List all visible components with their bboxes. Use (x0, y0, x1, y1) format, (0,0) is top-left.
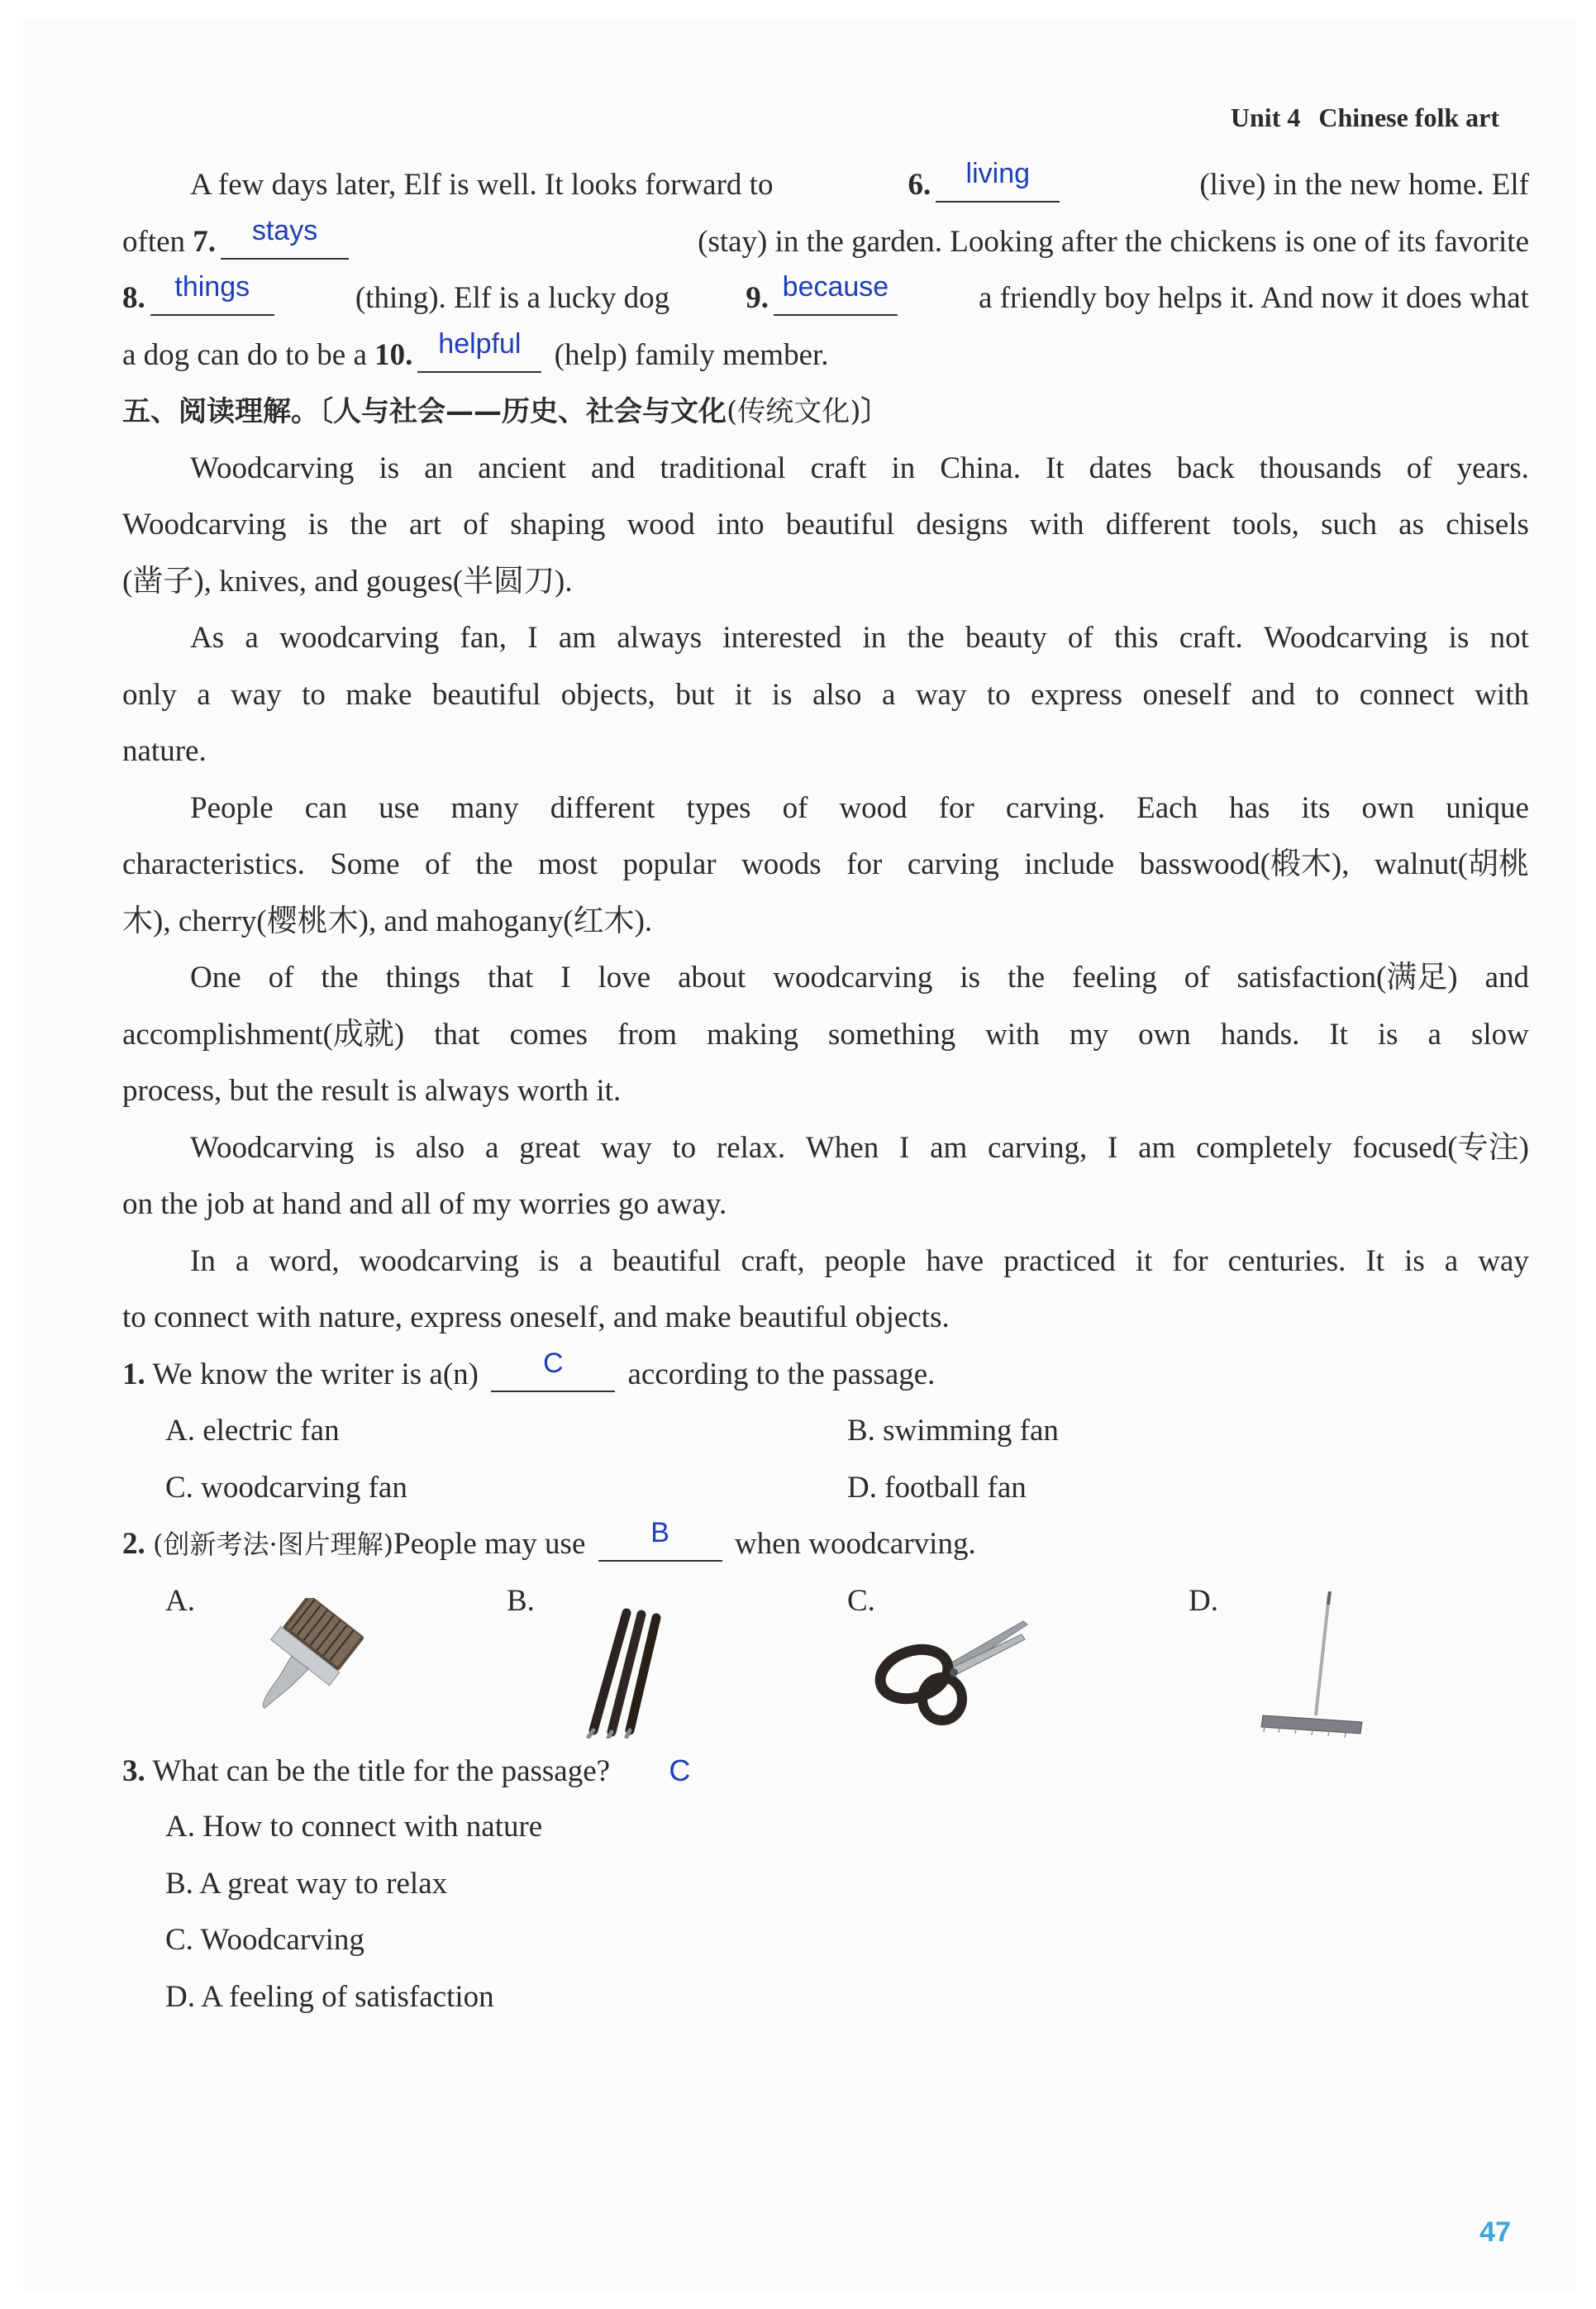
word: carving, (988, 1130, 1088, 1165)
word: back (1176, 451, 1235, 485)
question-3: 3. What can be the title for the passage? C (122, 1753, 691, 1788)
word: people (824, 1243, 907, 1278)
option-a[interactable]: A. electric fan (165, 1414, 340, 1448)
word: for (938, 790, 974, 825)
question-1-options-row1 (122, 1403, 1529, 1460)
word: Woodcarving (122, 508, 287, 541)
passage-line (122, 441, 1529, 498)
passage-line: to connect with nature, express oneself, and make beautiful objects. (122, 1300, 950, 1334)
word: many (450, 790, 519, 825)
word: Some (330, 847, 400, 881)
word: that (434, 1017, 480, 1052)
option-a-label[interactable]: A. (165, 1583, 195, 1618)
page-number: 47 (1479, 2216, 1511, 2248)
word: has (1229, 790, 1270, 825)
unit-label: Unit 4 (1230, 103, 1301, 132)
word: unique (1446, 790, 1529, 825)
word: craft, (741, 1243, 805, 1278)
word: is (1448, 621, 1470, 655)
page-header (1231, 103, 1499, 133)
word: shaping (510, 508, 606, 541)
word: make (345, 677, 412, 712)
word: connect (1359, 677, 1455, 712)
word: is (1404, 1243, 1425, 1278)
word: objects, (560, 677, 655, 712)
word: way (1478, 1243, 1529, 1278)
option-c-label[interactable]: C. (847, 1583, 875, 1618)
word: things (385, 961, 460, 995)
answer-blank-q2[interactable]: B (598, 1522, 722, 1562)
word: woodcarving (359, 1243, 519, 1278)
word: my (1069, 1017, 1109, 1052)
word: from (617, 1017, 677, 1052)
word: wood (839, 790, 908, 825)
word: One (190, 961, 241, 995)
word: express (1031, 677, 1123, 712)
word: China. (940, 451, 1021, 485)
word: for (846, 847, 883, 881)
word: of (268, 961, 294, 995)
word: the (475, 847, 513, 881)
word: art (408, 508, 441, 541)
word: and (591, 451, 636, 485)
word: only (122, 677, 177, 712)
answer-blank-6[interactable]: living (936, 163, 1060, 203)
word: and (1251, 677, 1296, 712)
passage-line (122, 497, 1529, 554)
word: is (960, 961, 981, 995)
word: comes (509, 1017, 588, 1052)
word: a (881, 677, 896, 712)
word: most (538, 847, 598, 881)
word: the (907, 621, 945, 655)
word: way (231, 677, 282, 712)
word: and (1484, 961, 1529, 995)
word: a (235, 1243, 250, 1278)
word: way (600, 1130, 652, 1165)
word: accomplishment(成就) (122, 1017, 405, 1052)
word: with (1475, 677, 1529, 712)
word: about (678, 961, 746, 995)
word: a (197, 677, 211, 712)
word: different (1105, 508, 1211, 541)
word: an (424, 451, 454, 485)
word: Woodcarving (1264, 621, 1428, 655)
passage-line (122, 837, 1529, 894)
word: of (1406, 451, 1432, 485)
word: a (485, 1130, 499, 1165)
word: is (538, 1243, 560, 1278)
word: focused(专注) (1352, 1130, 1529, 1165)
cloze-line-1: A few days later, Elf is well. It looks forward to 6. living (live) in the new home. Elf (190, 158, 1529, 202)
word: As (190, 621, 225, 655)
word: relax. (716, 1130, 786, 1165)
word: of (782, 790, 808, 825)
answer-blank-8[interactable]: things (150, 276, 274, 316)
word: to (986, 677, 1011, 712)
word: as (1398, 508, 1424, 541)
word: of (425, 847, 450, 881)
cloze-line-3: 8. things (thing). Elf is a lucky dog 9. because a friendly boy helps it. And now it does what (122, 271, 1529, 315)
word: thousands (1259, 451, 1382, 485)
option-c[interactable]: C. Woodcarving (165, 1923, 364, 1957)
option-d[interactable]: D. A feeling of satisfaction (165, 1979, 494, 2014)
word: to (302, 677, 326, 712)
word: I (560, 961, 571, 995)
word: am (1138, 1130, 1176, 1165)
word: basswood(椴木), (1139, 847, 1350, 881)
word: I (1108, 1130, 1118, 1165)
word: with (985, 1017, 1040, 1052)
word: but (675, 677, 715, 712)
word: making (706, 1017, 798, 1052)
word: into (717, 508, 765, 541)
option-b-label[interactable]: B. (507, 1583, 535, 1618)
word: Each (1136, 790, 1198, 825)
word: carving (907, 847, 999, 881)
question-1-options-row2 (122, 1460, 1529, 1517)
chisels-icon[interactable] (569, 1606, 668, 1739)
word: something (827, 1017, 956, 1052)
answer-blank-10[interactable]: helpful (417, 333, 541, 373)
word: interested (722, 621, 842, 655)
word: its (1301, 790, 1331, 825)
passage-line: 木), cherry(樱桃木), and mahogany(红木). (122, 904, 653, 938)
word: it (734, 677, 752, 712)
word: not (1489, 621, 1529, 655)
word: traditional (660, 451, 786, 485)
word: fan, (460, 621, 507, 655)
word: for (1172, 1243, 1208, 1278)
word: of (1184, 961, 1210, 995)
option-c[interactable]: C. woodcarving fan (165, 1470, 407, 1505)
option-b[interactable]: B. swimming fan (847, 1414, 1059, 1448)
word: own (1138, 1017, 1191, 1052)
word: In (190, 1243, 216, 1278)
word: People (190, 790, 274, 825)
word: own (1361, 790, 1415, 825)
word: different (550, 790, 655, 825)
word: am (930, 1130, 968, 1165)
word: beautiful (785, 508, 895, 541)
word: a (579, 1243, 593, 1278)
word: feeling (1072, 961, 1157, 995)
passage-line (122, 1007, 1529, 1064)
word: woods (741, 847, 822, 881)
word: have (926, 1243, 984, 1278)
answer-q3[interactable]: C (669, 1753, 691, 1787)
word: always (617, 621, 703, 655)
word: satisfaction(满足) (1236, 961, 1458, 995)
word: the (350, 508, 388, 541)
word: to (672, 1130, 697, 1165)
mop-icon[interactable] (1246, 1591, 1379, 1744)
scissors-icon[interactable] (866, 1615, 1031, 1730)
word: am (558, 621, 597, 655)
word: It (1046, 451, 1065, 485)
word: to (1315, 677, 1340, 712)
word: include (1024, 847, 1115, 881)
word: Woodcarving (190, 1130, 355, 1165)
word: is (1377, 1017, 1398, 1052)
word: that (487, 961, 534, 995)
passage-line (122, 667, 1529, 724)
word: a (245, 621, 259, 655)
word: woodcarving (773, 961, 933, 995)
word: practiced (1003, 1243, 1116, 1278)
word: I (527, 621, 538, 655)
passage-line: (凿子), knives, and gouges(半圆刀). (122, 564, 573, 599)
word: chisels (1446, 508, 1529, 541)
word: hands. (1220, 1017, 1300, 1052)
word: craft (810, 451, 867, 485)
word: also (812, 677, 862, 712)
content (122, 157, 1529, 2025)
word: beautiful (612, 1243, 722, 1278)
word: carving. (1005, 790, 1106, 825)
word: with (1029, 508, 1084, 541)
word: is (307, 508, 329, 541)
word: it (1135, 1243, 1153, 1278)
word: beautiful (431, 677, 541, 712)
passage-line (122, 780, 1529, 837)
passage-line (122, 1120, 1529, 1177)
word: is (379, 451, 400, 485)
word: use (379, 790, 420, 825)
answer-blank-7[interactable]: stays (221, 220, 349, 260)
word: a (1444, 1243, 1459, 1278)
word: the (1007, 961, 1046, 995)
passage-line: process, but the result is always worth it. (122, 1074, 622, 1108)
passage-line (122, 610, 1529, 667)
word: is (771, 677, 793, 712)
word: craft. (1179, 621, 1243, 655)
word: Woodcarving (190, 451, 355, 485)
word: the (321, 961, 359, 995)
word: of (463, 508, 489, 541)
word: walnut(胡桃 (1374, 847, 1529, 881)
passage-line: on the job at hand and all of my worries go away. (122, 1187, 727, 1221)
word: woodcarving (279, 621, 440, 655)
answer-blank-9[interactable]: because (774, 276, 898, 316)
word: in (891, 451, 916, 485)
word: years. (1456, 451, 1529, 485)
word: can (304, 790, 348, 825)
word: It (1365, 1243, 1385, 1278)
word: designs (916, 508, 1008, 541)
word: this (1113, 621, 1159, 655)
word: also (415, 1130, 465, 1165)
section-heading: 五、阅读理解。〔人与社会——历史、社会与文化(传统文化)〕 (122, 395, 889, 428)
option-d[interactable]: D. football fan (847, 1470, 1027, 1505)
word: types (686, 790, 751, 825)
option-d-label[interactable]: D. (1189, 1583, 1218, 1618)
word: is (374, 1130, 395, 1165)
answer-blank-q1[interactable]: C (491, 1352, 615, 1392)
word: wood (626, 508, 695, 541)
passage-line (122, 1233, 1529, 1290)
word: slow (1470, 1017, 1529, 1052)
word: popular (622, 847, 717, 881)
question-2-picture-options (122, 1573, 1529, 1743)
word: way (915, 677, 967, 712)
word: such (1321, 508, 1377, 541)
word: tools, (1232, 508, 1299, 541)
word: of (1067, 621, 1093, 655)
word: ancient (478, 451, 566, 485)
cloze-line-2: often 7. stays (stay) in the garden. Looking after the chickens is one of its favorite (122, 214, 1529, 259)
word: completely (1196, 1130, 1332, 1165)
option-b[interactable]: B. A great way to relax (165, 1866, 448, 1901)
passage-line: nature. (122, 734, 207, 768)
word: a (1427, 1017, 1441, 1052)
word: centuries. (1227, 1243, 1346, 1278)
word: I (898, 1130, 910, 1165)
word: word, (269, 1243, 340, 1278)
question-2: 2. (创新考法·图片理解)People may use B when woodcarving. (122, 1517, 976, 1561)
word: characteristics. (122, 847, 305, 881)
word: dates (1089, 451, 1152, 485)
passage-line (122, 950, 1529, 1007)
option-a[interactable]: A. How to connect with nature (165, 1810, 543, 1844)
worksheet-page (23, 18, 1575, 2292)
word: It (1329, 1017, 1348, 1052)
word: in (862, 621, 887, 655)
paintbrush-icon[interactable] (230, 1598, 374, 1734)
cloze-line-4: a dog can do to be a 10. helpful (help) family member. (122, 327, 829, 372)
word: oneself (1142, 677, 1232, 712)
unit-title: Chinese folk art (1318, 103, 1499, 132)
word: love (598, 961, 651, 995)
reading-passage (122, 441, 1529, 1347)
word: When (805, 1130, 879, 1165)
question-1: 1. We know the writer is a(n) C according to the passage. (122, 1347, 936, 1391)
word: beauty (965, 621, 1047, 655)
word: great (519, 1130, 581, 1165)
